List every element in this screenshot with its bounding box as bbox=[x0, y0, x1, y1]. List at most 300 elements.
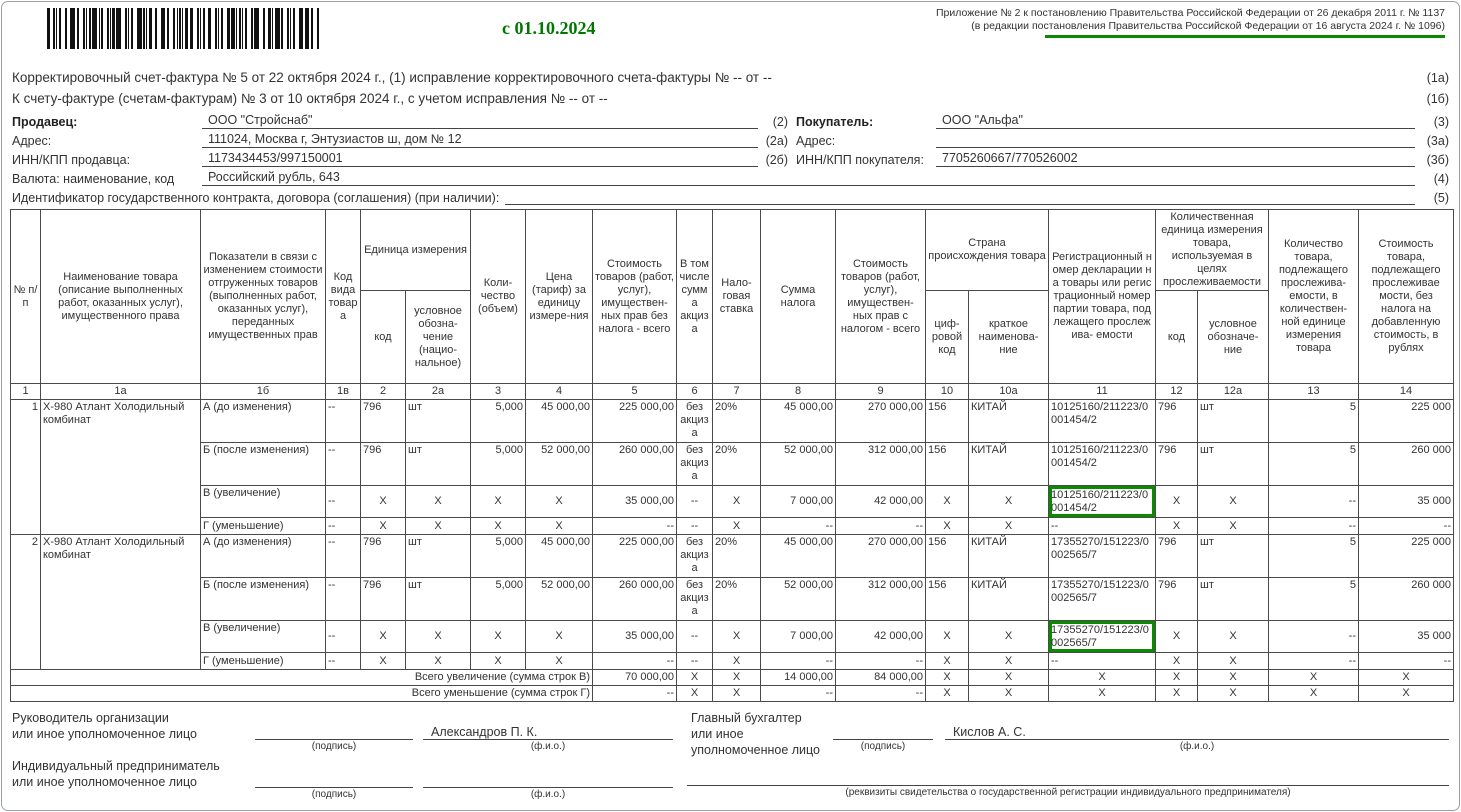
item-value-cell: 42 000,00 bbox=[836, 486, 926, 518]
totals-value-cell: X bbox=[1156, 686, 1198, 702]
table-body bbox=[11, 400, 1454, 702]
col-header-trace-cost: Стоимость товара, подлежащего прослеживае мости, без налога на добавленную стоимость, в рублях bbox=[1359, 210, 1454, 384]
item-value-cell: 260 000,00 bbox=[593, 443, 677, 486]
requisites-caption: (реквизиты свидетельства о государственной регистрации индивидуального предпринимателя) bbox=[845, 787, 1291, 798]
buyer-address-label: Адрес: bbox=[796, 134, 836, 148]
item-value-cell: -- bbox=[326, 578, 361, 621]
item-value-cell: 5 bbox=[1269, 443, 1359, 486]
accountant-signature-line bbox=[833, 710, 933, 740]
head-of-org-label bbox=[12, 710, 255, 756]
seller-label: Продавец: bbox=[12, 115, 78, 129]
item-value-cell: X bbox=[406, 653, 471, 670]
item-value-cell: X bbox=[361, 518, 406, 535]
item-value-cell: X bbox=[1156, 653, 1198, 670]
item-number-cell: 1 bbox=[11, 400, 41, 535]
col-header-trace-qty: Количество товара, подлежащего прослежива- емости, в количествен- ной единице измерения товара bbox=[1269, 210, 1359, 384]
item-value-cell: 156 bbox=[926, 443, 969, 486]
column-number: 1в bbox=[326, 384, 361, 400]
head-name-field bbox=[423, 710, 673, 756]
col-header-tax-sum: Сумма налога bbox=[761, 210, 836, 384]
item-value-cell: X bbox=[1198, 653, 1269, 670]
totals-value-cell: X bbox=[713, 670, 761, 686]
totals-value-cell: 14 000,00 bbox=[761, 670, 836, 686]
head-signature-field bbox=[255, 710, 413, 756]
field-number-3a: (3а) bbox=[1426, 134, 1449, 148]
item-value-cell: X bbox=[1156, 621, 1198, 653]
totals-value-cell: X bbox=[926, 686, 969, 702]
accountant-name-line bbox=[945, 710, 1449, 740]
field-number-4: (4) bbox=[1433, 172, 1449, 186]
item-value-cell: X bbox=[969, 518, 1049, 535]
col-header-unit-code: код bbox=[361, 291, 406, 384]
buyer-label: Покупатель: bbox=[796, 115, 874, 129]
item-value-cell: шт bbox=[406, 578, 471, 621]
totals-value-cell: X bbox=[1049, 670, 1156, 686]
totals-value-cell: X bbox=[677, 670, 713, 686]
item-value-cell: 225 000,00 bbox=[593, 400, 677, 443]
reg-number-cell: -- bbox=[1049, 518, 1156, 535]
head-name-line bbox=[423, 710, 673, 740]
seller-inn-value: 1173434453/997150001 bbox=[202, 151, 758, 167]
item-value-cell: 45 000,00 bbox=[526, 535, 593, 578]
row-type-label: Б (после изменения) bbox=[201, 443, 326, 486]
item-value-cell: 156 bbox=[926, 535, 969, 578]
item-value-cell: -- bbox=[1359, 518, 1454, 535]
item-value-cell: -- bbox=[593, 653, 677, 670]
totals-row bbox=[11, 670, 1454, 686]
item-value-cell: 260 000,00 bbox=[593, 578, 677, 621]
contract-label: Идентификатор государственного контракта, договора (соглашения) (при наличии): bbox=[12, 191, 500, 205]
item-value-cell: без акциза bbox=[677, 400, 713, 443]
item-row bbox=[11, 578, 1454, 621]
column-number: 2а bbox=[406, 384, 471, 400]
col-header-quantity: Коли-чество (объем) bbox=[471, 210, 526, 384]
head-of-org-label-line2: или иное уполномоченное лицо bbox=[12, 727, 198, 741]
fio-caption: (ф.и.о.) bbox=[530, 741, 566, 752]
buyer-address-value bbox=[936, 132, 1415, 148]
item-value-cell: X bbox=[471, 518, 526, 535]
item-value-cell: -- bbox=[326, 653, 361, 670]
item-value-cell: X bbox=[526, 486, 593, 518]
column-number: 1 bbox=[11, 384, 41, 400]
item-value-cell: 796 bbox=[361, 400, 406, 443]
item-value-cell: 20% bbox=[713, 443, 761, 486]
item-value-cell: X bbox=[926, 486, 969, 518]
item-value-cell: -- bbox=[326, 621, 361, 653]
item-value-cell: 5,000 bbox=[471, 535, 526, 578]
column-number: 5 bbox=[593, 384, 677, 400]
item-value-cell: X bbox=[1156, 486, 1198, 518]
item-value-cell: 35 000,00 bbox=[593, 621, 677, 653]
item-value-cell: 270 000,00 bbox=[836, 535, 926, 578]
item-value-cell: X bbox=[1198, 621, 1269, 653]
entrepreneur-label-line1: Индивидуальный предприниматель bbox=[12, 759, 220, 773]
item-value-cell: шт bbox=[406, 443, 471, 486]
row-type-label: В (увеличение) bbox=[201, 486, 326, 518]
invoice-items-table bbox=[10, 209, 1454, 702]
item-value-cell: 7 000,00 bbox=[761, 486, 836, 518]
seller-address-value: 111024, Москва г, Энтузиастов ш, дом № 12 bbox=[202, 132, 758, 148]
signatures-block bbox=[12, 710, 1449, 804]
item-number-cell: 2 bbox=[11, 535, 41, 670]
item-value-cell: X bbox=[713, 486, 761, 518]
item-value-cell: X bbox=[361, 486, 406, 518]
appendix-note bbox=[936, 7, 1445, 38]
requisites-block bbox=[12, 110, 1449, 205]
item-value-cell: -- bbox=[1359, 653, 1454, 670]
item-value-cell: X bbox=[969, 486, 1049, 518]
item-value-cell: шт bbox=[406, 400, 471, 443]
column-number: 2 bbox=[361, 384, 406, 400]
item-row bbox=[11, 486, 1454, 518]
item-value-cell: X bbox=[526, 621, 593, 653]
row-type-label: Г (уменьшение) bbox=[201, 653, 326, 670]
invoice-subtitle-line bbox=[12, 85, 1449, 106]
entrepreneur-name-line bbox=[423, 758, 673, 788]
item-value-cell: X bbox=[926, 653, 969, 670]
address-row bbox=[12, 129, 1449, 148]
totals-value-cell: X bbox=[1269, 670, 1359, 686]
item-value-cell: 225 000 bbox=[1359, 400, 1454, 443]
row-type-label: Г (уменьшение) bbox=[201, 518, 326, 535]
accountant-signature-field bbox=[833, 710, 933, 756]
item-value-cell: 260 000 bbox=[1359, 443, 1454, 486]
field-number-3: (3) bbox=[1433, 115, 1449, 129]
currency-row bbox=[12, 167, 1449, 186]
item-row bbox=[11, 653, 1454, 670]
item-value-cell: -- bbox=[836, 653, 926, 670]
item-value-cell: 796 bbox=[361, 443, 406, 486]
col-header-num: № п/п bbox=[11, 210, 41, 384]
col-header-cost-wo-tax: Стоимость товаров (работ, услуг), имуществен-ных прав без налога - всего bbox=[593, 210, 677, 384]
totals-value-cell: X bbox=[1359, 686, 1454, 702]
item-value-cell: 52 000,00 bbox=[761, 578, 836, 621]
item-value-cell: 5,000 bbox=[471, 443, 526, 486]
column-number: 11 bbox=[1049, 384, 1156, 400]
item-row bbox=[11, 535, 1454, 578]
item-value-cell: 796 bbox=[1156, 578, 1198, 621]
item-value-cell: -- bbox=[1269, 486, 1359, 518]
column-number: 10 bbox=[926, 384, 969, 400]
row-type-label: А (до изменения) bbox=[201, 535, 326, 578]
item-value-cell: 156 bbox=[926, 400, 969, 443]
item-value-cell: -- bbox=[326, 518, 361, 535]
item-value-cell: шт bbox=[1198, 578, 1269, 621]
table-header bbox=[11, 210, 1454, 400]
signature-caption: (подпись) bbox=[860, 741, 906, 752]
inn-row bbox=[12, 148, 1449, 167]
column-number: 12 bbox=[1156, 384, 1198, 400]
item-value-cell: без акциза bbox=[677, 578, 713, 621]
row-type-label: А (до изменения) bbox=[201, 400, 326, 443]
col-header-trace-unit-group: Количественная единица измерения товара, используемая в целях прослеживаемости bbox=[1156, 210, 1269, 291]
contract-row bbox=[12, 186, 1449, 205]
row-type-label: В (увеличение) bbox=[201, 621, 326, 653]
item-value-cell: X bbox=[926, 518, 969, 535]
line-number-1a: (1а) bbox=[1426, 71, 1449, 85]
item-value-cell: 156 bbox=[926, 578, 969, 621]
item-value-cell: 5 bbox=[1269, 535, 1359, 578]
line-number-1b: (1б) bbox=[1426, 92, 1449, 106]
item-value-cell: X bbox=[1156, 518, 1198, 535]
item-value-cell: X bbox=[361, 653, 406, 670]
item-value-cell: КИТАЙ bbox=[969, 578, 1049, 621]
totals-value-cell: X bbox=[677, 686, 713, 702]
invoice-title: Корректировочный счет-фактура № 5 от 22 октября 2024 г., (1) исправление корректировочного счета-фактуры № -- от -- bbox=[12, 70, 772, 85]
reg-number-cell: 17355270/151223/0002565/7 bbox=[1049, 621, 1156, 653]
item-value-cell: X bbox=[713, 621, 761, 653]
totals-value-cell: X bbox=[1198, 670, 1269, 686]
item-value-cell: 5,000 bbox=[471, 578, 526, 621]
field-number-2a: (2а) bbox=[765, 134, 788, 148]
item-value-cell: -- bbox=[677, 486, 713, 518]
item-value-cell: -- bbox=[761, 653, 836, 670]
item-value-cell: шт bbox=[1198, 535, 1269, 578]
seller-inn-label: ИНН/КПП продавца: bbox=[12, 153, 131, 167]
currency-value: Российский рубль, 643 bbox=[202, 170, 1415, 186]
item-value-cell: 45 000,00 bbox=[761, 400, 836, 443]
item-row bbox=[11, 443, 1454, 486]
registration-requisites-field bbox=[687, 758, 1449, 804]
reg-number-cell: 10125160/211223/0001454/2 bbox=[1049, 443, 1156, 486]
item-value-cell: X bbox=[471, 621, 526, 653]
chief-accountant-label bbox=[691, 710, 833, 756]
fio-caption: (ф.и.о.) bbox=[1179, 741, 1215, 752]
item-value-cell: 52 000,00 bbox=[526, 443, 593, 486]
item-value-cell: 225 000,00 bbox=[593, 535, 677, 578]
item-value-cell: 260 000 bbox=[1359, 578, 1454, 621]
seller-value: ООО "Стройснаб" bbox=[202, 113, 758, 129]
invoice-print-form bbox=[1, 1, 1460, 811]
entrepreneur-signature-line bbox=[255, 758, 413, 788]
col-header-indicators: Показатели в связи с изменением стоимости отгруженных товаров (выполненных работ, оказанных услуг), переданных имущественных прав bbox=[201, 210, 326, 384]
item-value-cell: X bbox=[713, 653, 761, 670]
item-value-cell: 35 000 bbox=[1359, 486, 1454, 518]
item-value-cell: -- bbox=[326, 400, 361, 443]
field-number-3b: (3б) bbox=[1426, 153, 1449, 167]
column-number: 14 bbox=[1359, 384, 1454, 400]
item-value-cell: -- bbox=[677, 653, 713, 670]
column-numbers-row bbox=[11, 384, 1454, 400]
item-value-cell: 796 bbox=[1156, 400, 1198, 443]
totals-value-cell: X bbox=[1049, 686, 1156, 702]
fio-caption: (ф.и.о.) bbox=[530, 789, 566, 800]
totals-value-cell: 70 000,00 bbox=[593, 670, 677, 686]
totals-label: Всего увеличение (сумма строк В) bbox=[11, 670, 593, 686]
item-value-cell: КИТАЙ bbox=[969, 535, 1049, 578]
reg-number-cell: 10125160/211223/0001454/2 bbox=[1049, 486, 1156, 518]
item-value-cell: 20% bbox=[713, 578, 761, 621]
item-value-cell: X bbox=[406, 518, 471, 535]
column-number: 1а bbox=[41, 384, 201, 400]
field-number-2b: (2б) bbox=[765, 153, 788, 167]
item-value-cell: 35 000,00 bbox=[593, 486, 677, 518]
item-value-cell: 5 bbox=[1269, 578, 1359, 621]
item-value-cell: 796 bbox=[1156, 443, 1198, 486]
head-name-value: Александров П. К. bbox=[431, 725, 538, 739]
item-value-cell: -- bbox=[326, 443, 361, 486]
entrepreneur-signature-field bbox=[255, 758, 413, 804]
item-value-cell: X bbox=[1198, 518, 1269, 535]
totals-label: Всего уменьшение (сумма строк Г) bbox=[11, 686, 593, 702]
item-name-cell: Х-980 Атлант Холодильный комбинат bbox=[41, 400, 201, 535]
item-row bbox=[11, 621, 1454, 653]
item-value-cell: X bbox=[969, 653, 1049, 670]
item-value-cell: 5,000 bbox=[471, 400, 526, 443]
item-value-cell: -- bbox=[326, 535, 361, 578]
item-value-cell: -- bbox=[761, 518, 836, 535]
item-row bbox=[11, 400, 1454, 443]
item-value-cell: 796 bbox=[1156, 535, 1198, 578]
item-name-cell: Х-980 Атлант Холодильный комбинат bbox=[41, 535, 201, 670]
col-header-excise: В том числе сумма акциза bbox=[677, 210, 713, 384]
item-value-cell: 7 000,00 bbox=[761, 621, 836, 653]
totals-value-cell: -- bbox=[761, 686, 836, 702]
signature-caption: (подпись) bbox=[311, 741, 357, 752]
item-value-cell: X bbox=[1198, 486, 1269, 518]
item-value-cell: 270 000,00 bbox=[836, 400, 926, 443]
item-value-cell: X bbox=[926, 621, 969, 653]
item-value-cell: без акциза bbox=[677, 443, 713, 486]
col-header-price: Цена (тариф) за единицу измере-ния bbox=[526, 210, 593, 384]
effective-date-label: с 01.10.2024 bbox=[502, 18, 596, 38]
col-header-unit-symbol: условное обозна-чение (нацио-нальное) bbox=[406, 291, 471, 384]
entrepreneur-label bbox=[12, 758, 255, 804]
item-value-cell: X bbox=[361, 621, 406, 653]
column-number: 3 bbox=[471, 384, 526, 400]
col-header-trace-unit-symbol: условное обозначе- ние bbox=[1198, 291, 1269, 384]
reg-number-cell: 10125160/211223/0001454/2 bbox=[1049, 400, 1156, 443]
contract-value bbox=[505, 189, 1415, 205]
barcode-image bbox=[47, 8, 320, 49]
item-value-cell: 20% bbox=[713, 535, 761, 578]
item-value-cell: 52 000,00 bbox=[526, 578, 593, 621]
field-number-2: (2) bbox=[772, 115, 788, 129]
entrepreneur-label-line2: или иное уполномоченное лицо bbox=[12, 775, 198, 789]
item-value-cell: КИТАЙ bbox=[969, 443, 1049, 486]
column-number: 1б bbox=[201, 384, 326, 400]
totals-value-cell: -- bbox=[836, 686, 926, 702]
item-value-cell: X bbox=[471, 653, 526, 670]
col-header-country-name: краткое наименова- ние bbox=[969, 291, 1049, 384]
item-value-cell: -- bbox=[677, 518, 713, 535]
invoice-title-line bbox=[12, 64, 1449, 85]
column-number: 13 bbox=[1269, 384, 1359, 400]
item-value-cell: X bbox=[471, 486, 526, 518]
buyer-inn-label: ИНН/КПП покупателя: bbox=[796, 153, 924, 167]
item-value-cell: 45 000,00 bbox=[761, 535, 836, 578]
seller-address-label: Адрес: bbox=[12, 134, 52, 148]
totals-value-cell: X bbox=[713, 686, 761, 702]
totals-value-cell: -- bbox=[593, 686, 677, 702]
item-value-cell: 20% bbox=[713, 400, 761, 443]
item-value-cell: X bbox=[713, 518, 761, 535]
item-value-cell: 312 000,00 bbox=[836, 443, 926, 486]
totals-value-cell: 84 000,00 bbox=[836, 670, 926, 686]
col-header-unit-group: Единица измерения bbox=[361, 210, 471, 291]
col-header-tax-rate: Нало-говая ставка bbox=[713, 210, 761, 384]
item-value-cell: 35 000 bbox=[1359, 621, 1454, 653]
column-number: 9 bbox=[836, 384, 926, 400]
totals-value-cell: X bbox=[969, 670, 1049, 686]
totals-value-cell: X bbox=[926, 670, 969, 686]
row-type-label: Б (после изменения) bbox=[201, 578, 326, 621]
item-value-cell: шт bbox=[1198, 443, 1269, 486]
item-value-cell: -- bbox=[593, 518, 677, 535]
totals-row bbox=[11, 686, 1454, 702]
col-header-trace-unit-code: код bbox=[1156, 291, 1198, 384]
accountant-name-value: Кислов А. С. bbox=[953, 725, 1026, 739]
invoice-subtitle: К счету-фактуре (счетам-фактурам) № 3 от 10 октября 2024 г., с учетом исправления № -- от -- bbox=[12, 91, 608, 106]
accountant-name-field bbox=[945, 710, 1449, 756]
totals-value-cell: X bbox=[1156, 670, 1198, 686]
column-number: 4 bbox=[526, 384, 593, 400]
reg-number-cell: 17355270/151223/0002565/7 bbox=[1049, 578, 1156, 621]
item-value-cell: 796 bbox=[361, 578, 406, 621]
item-value-cell: без акциза bbox=[677, 535, 713, 578]
appendix-line-2: (в редакции постановления Правительства Российской Федерации от 16 августа 2024 г. № 1096) bbox=[971, 20, 1445, 32]
signatures-row-2 bbox=[12, 758, 1449, 804]
seller-buyer-row bbox=[12, 110, 1449, 129]
column-number: 7 bbox=[713, 384, 761, 400]
item-value-cell: 42 000,00 bbox=[836, 621, 926, 653]
currency-label: Валюта: наименование, код bbox=[12, 172, 175, 186]
col-header-country-group: Страна происхождения товара bbox=[926, 210, 1049, 291]
col-header-kind-code: Код вида товара bbox=[326, 210, 361, 384]
item-value-cell: -- bbox=[677, 621, 713, 653]
item-value-cell: X bbox=[406, 486, 471, 518]
item-value-cell: X bbox=[406, 621, 471, 653]
item-value-cell: -- bbox=[1269, 621, 1359, 653]
chief-accountant-label-line2: или иное уполномоченное лицо bbox=[691, 727, 821, 757]
green-divider bbox=[1045, 35, 1445, 38]
item-value-cell: -- bbox=[326, 486, 361, 518]
buyer-value: ООО "Альфа" bbox=[936, 113, 1415, 129]
head-of-org-label-line1: Руководитель организации bbox=[12, 711, 169, 725]
col-header-reg-number: Регистрационный номер декларации на товары или регистрационный номер партии товара, подлежащего прослежива- емости bbox=[1049, 210, 1156, 384]
item-value-cell: X bbox=[526, 653, 593, 670]
totals-value-cell: X bbox=[1198, 686, 1269, 702]
buyer-inn-value: 7705260667/770526002 bbox=[936, 151, 1415, 167]
item-value-cell: -- bbox=[1269, 518, 1359, 535]
item-value-cell: КИТАЙ bbox=[969, 400, 1049, 443]
top-strip bbox=[2, 2, 1459, 64]
totals-value-cell: X bbox=[1359, 670, 1454, 686]
item-value-cell: -- bbox=[836, 518, 926, 535]
col-header-name: Наименование товара (описание выполненных работ, оказанных услуг), имущественного права bbox=[41, 210, 201, 384]
item-value-cell: X bbox=[969, 621, 1049, 653]
reg-number-cell: 17355270/151223/0002565/7 bbox=[1049, 535, 1156, 578]
appendix-line-1: Приложение № 2 к постановлению Правительства Российской Федерации от 26 декабря 2011 г. № 1137 bbox=[935, 7, 1445, 19]
column-number: 10а bbox=[969, 384, 1049, 400]
chief-accountant-label-line1: Главный бухгалтер bbox=[691, 711, 802, 725]
column-number: 12а bbox=[1198, 384, 1269, 400]
field-number-5: (5) bbox=[1433, 191, 1449, 205]
item-value-cell: 225 000 bbox=[1359, 535, 1454, 578]
entrepreneur-name-field bbox=[423, 758, 673, 804]
item-value-cell: 52 000,00 bbox=[761, 443, 836, 486]
signatures-row-1 bbox=[12, 710, 1449, 756]
requisites-line bbox=[687, 758, 1449, 786]
item-value-cell: 312 000,00 bbox=[836, 578, 926, 621]
signature-caption: (подпись) bbox=[311, 789, 357, 800]
head-signature-line bbox=[255, 710, 413, 740]
column-number: 8 bbox=[761, 384, 836, 400]
column-number: 6 bbox=[677, 384, 713, 400]
item-row bbox=[11, 518, 1454, 535]
item-value-cell: шт bbox=[406, 535, 471, 578]
item-value-cell: шт bbox=[1198, 400, 1269, 443]
